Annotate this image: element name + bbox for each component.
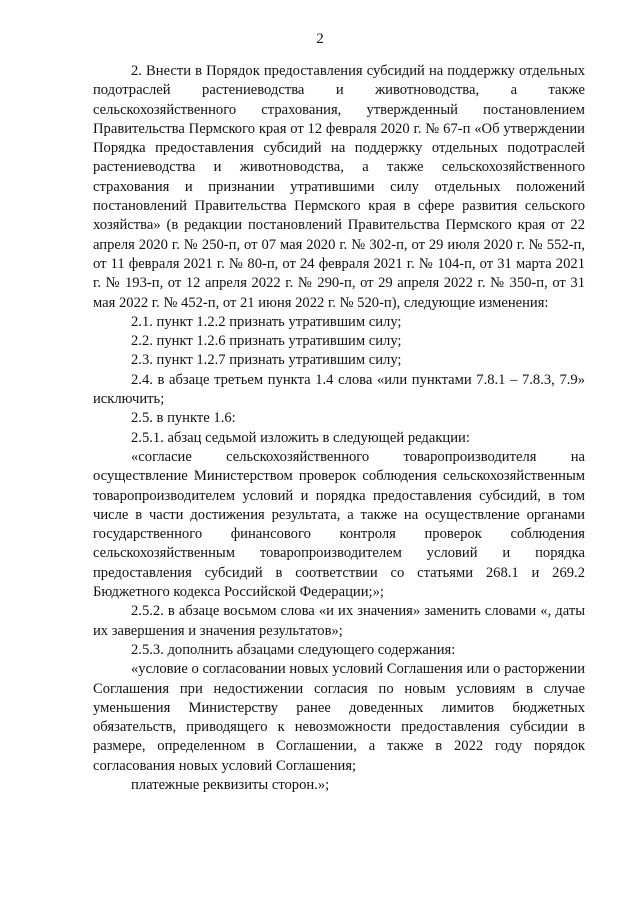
paragraph-item-2-2: 2.2. пункт 1.2.6 признать утратившим силу; — [131, 333, 402, 350]
paragraph-item-2-5-2: 2.5.2. в абзаце восьмом слова «и их значения» заменить словами «, даты их завершения и значения результатов»; — [93, 603, 585, 639]
paragraph-item-2: 2. Внести в Порядок предоставления субсидий на поддержку отдельных подотраслей растениеводства и животноводства, а также сельскохозяйственного страхования, утвержденный постановлением Правительства Пермского края от 12 февраля 2020 г. № 67-п «Об утверждении Порядка предоставления субсидий на поддержку отдельных подотраслей растениеводства и животноводства, а также сельскохозяйственного страхования и признании утратившими силу отдельных положений постановлений Правительства Пермского края в сфере развития сельского хозяйства» (в редакции постановлений Правительства Пермского края от 22 апреля 2020 г. № 250-п, от 07 мая 2020 г. № 302-п, от 29 июля 2020 г. № 552-п, от 11 февраля 2021 г. № 80-п, от 24 февраля 2021 г. № 104-п, от 31 марта 2021 г. № 193-п, от 12 апреля 2022 г. № 290-п, от 29 апреля 2022 г. № 350-п, от 31 мая 2022 г. № 452-п, от 21 июня 2022 г. № 520-п), следующие изменения: — [93, 63, 585, 311]
quoted-payment-details-paragraph: платежные реквизиты сторон.»; — [131, 776, 330, 793]
paragraph-item-2-5-3: 2.5.3. дополнить абзацами следующего содержания: — [131, 641, 456, 658]
quoted-condition-paragraph: «условие о согласовании новых условий Соглашения или о расторжении Соглашения при недостижении согласия по новым условиям в случае уменьшения Министерству ранее доведенных лимитов бюджетных обязательств, приводящего к невозможности предоставления субсидии в размере, определенном в Соглашении, а также в 2022 году порядок согласования новых условий Соглашения; — [93, 661, 585, 774]
paragraph-item-2-5: 2.5. в пункте 1.6: — [131, 410, 236, 427]
paragraph-item-2-4: 2.4. в абзаце третьем пункта 1.4 слова «или пунктами 7.8.1 – 7.8.3, 7.9» исключить; — [93, 371, 585, 408]
quoted-consent-paragraph: «согласие сельскохозяйственного товаропроизводителя на осуществление Министерством проверок соблюдения сельскохозяйственным товаропроизводителем условий и порядка предоставления субсидий, в том числе в части достижения результата, а также на осуществление органами государственного финансового контроля проверок соблюдения сельскохозяйственным товаропроизводителем условий и порядка предоставления субсидий в соответствии со статьями 268.1 и 269.2 Бюджетного кодекса Российской Федерации;»; — [93, 448, 585, 601]
paragraph-item-2-5-1: 2.5.1. абзац седьмой изложить в следующей редакции: — [131, 429, 470, 446]
paragraph-item-2-1: 2.1. пункт 1.2.2 признать утратившим силу; — [131, 313, 402, 330]
paragraph-item-2-3: 2.3. пункт 1.2.7 признать утратившим силу; — [131, 352, 402, 369]
document-body — [93, 62, 585, 795]
page-number: 2 — [316, 31, 324, 47]
